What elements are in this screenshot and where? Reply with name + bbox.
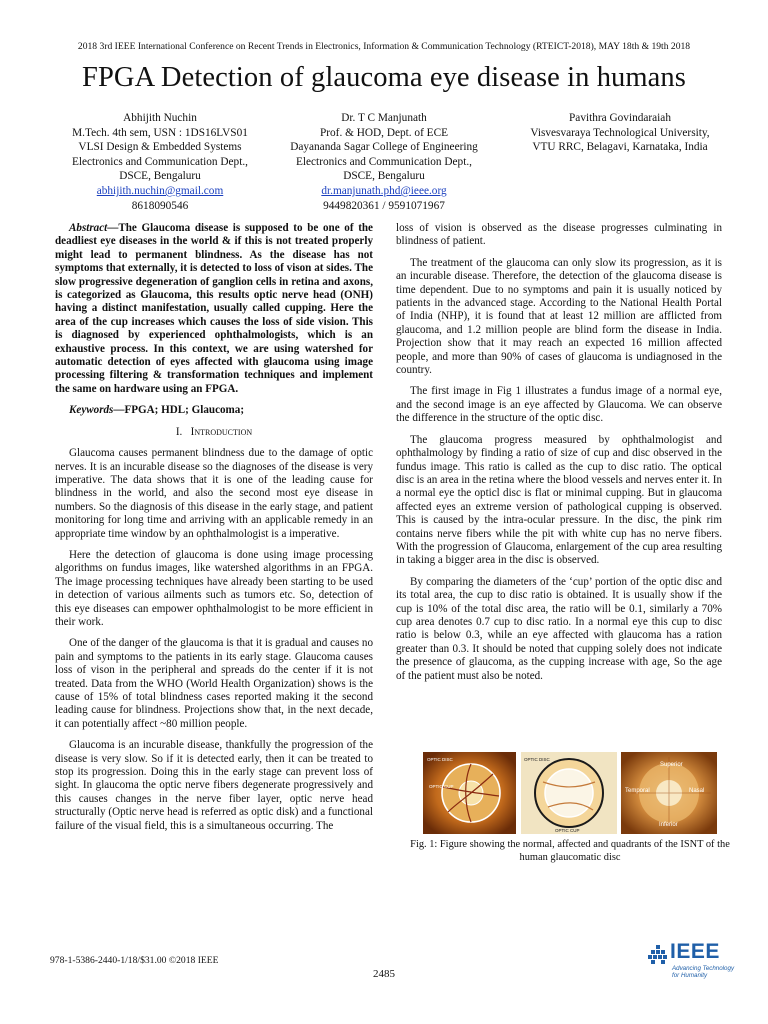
keywords bbox=[55, 404, 373, 417]
author-block-1 bbox=[44, 111, 276, 213]
figure-fundus-images bbox=[423, 752, 717, 834]
author-line: Prof. & HOD, Dept. of ECE bbox=[319, 126, 449, 139]
ieee-logo-word: IEEE bbox=[670, 940, 720, 963]
author-name: Dr. T C Manjunath bbox=[341, 112, 427, 124]
figure-caption: Fig. 1: Figure showing the normal, affected and quadrants of the ISNT of the human glaucomatic disc bbox=[410, 839, 730, 863]
copyright-line: 978-1-5386-2440-1/18/$31.00 ©2018 IEEE bbox=[50, 955, 219, 966]
ieee-diamond-icon bbox=[648, 945, 668, 965]
paragraph: Glaucoma causes permanent blindness due to the damage of optic nerves. It is an incurable disease so the diagnoses of the disease is very imperative. The data shows that it is one of the leading cause for blindness in the world, and also the second most eye disease in numbers. So the diagnosis of this disease in the early stage, and patient monitoring for long time and arriving with an applicable remedy in an appropriate time window by an ophthalmologist is a imperative. bbox=[55, 447, 373, 540]
author-line: Electronics and Communication Dept., bbox=[295, 155, 472, 168]
label-optic-disc: OPTIC DISC bbox=[524, 757, 550, 762]
author-line: Dayananda Sagar College of Engineering bbox=[290, 141, 478, 154]
paragraph: By comparing the diameters of the ‘cup’ portion of the optic disc and its total area, the cup to disc ratio is obtained. It is usually show if the cup is 10% of the total disc area, the ratio will be 0.1, similarly a 70% cup area denotes 0.7 cup to disc ratio. In a normal eye this cup to disc ratio is below 0.3, while an eye affected with glaucoma has a ration greater than 0.3. It should be noted that cupping solely does not indicate the presence of glaucoma, as the cupping increase with age, So the age of the patient must also be noted. bbox=[396, 575, 722, 682]
keywords-text: —FPGA; HDL; Glaucoma; bbox=[113, 404, 245, 417]
author-name: Pavithra Govindaraiah bbox=[569, 112, 671, 124]
label-inferior: Inferior bbox=[659, 822, 678, 828]
paragraph: loss of vision is observed as the disease progresses culminating in blindness of patient. bbox=[396, 222, 722, 248]
ieee-logo bbox=[648, 940, 738, 987]
label-optic-cup: OPTIC CUP bbox=[429, 784, 454, 789]
fundus-normal-image bbox=[423, 752, 516, 834]
author-line: DSCE, Bengaluru bbox=[343, 170, 425, 183]
left-column bbox=[55, 222, 373, 841]
author-line: DSCE, Bengaluru bbox=[119, 170, 201, 183]
paragraph: The first image in Fig 1 illustrates a fundus image of a normal eye, and the second image is an eye affected by Glaucoma. We can observe the difference in the structure of the optic disc. bbox=[396, 385, 722, 425]
label-optic-disc: OPTIC DISC bbox=[427, 757, 453, 762]
ieee-logo-tagline: Advancing Technology for Humanity bbox=[672, 965, 735, 979]
abstract-lead: Abstract bbox=[69, 222, 108, 234]
author-name: Abhijith Nuchin bbox=[123, 112, 197, 124]
right-column bbox=[396, 222, 722, 691]
author-phone: 8618090546 bbox=[131, 199, 189, 212]
paragraph: Glaucoma is an incurable disease, thankfully the progression of the disease is very slow. So if it is detected early, then it can be treated to stop its progression. Doing this in the early stage can prevent loss of sight. In glaucoma the optic nerve fibers degenerate progressively and this causes changes in the nerve fiber layer, optic nerve head structurally (Optic nerve head is referred as optic disk) and a functional failure of the visual field, this is a simultaneous occurring. The bbox=[55, 739, 373, 832]
paragraph: One of the danger of the glaucoma is that it is gradual and causes no pain and symptoms to the patients in its early stage. Glaucoma causes loss of vison in the peripheral and spreads do the center if it is not treated. Data from the WHO (World Health Organization) shows is the cause of 15% of total blindness cases reported making it the second leading cause for blindness. Projections show that, in the next decade, it can potentially affect ~80 million people. bbox=[55, 637, 373, 730]
author-email-link[interactable]: abhijith.nuchin@gmail.com bbox=[96, 184, 224, 197]
author-phone: 9449820361 / 9591071967 bbox=[323, 199, 445, 212]
conference-header: 2018 3rd IEEE International Conference on Recent Trends in Electronics, Information & Communication Technology (RTEICT-2018), MAY 18th & 19th 2018 bbox=[77, 41, 691, 52]
author-block-3 bbox=[500, 111, 740, 155]
paper-title: FPGA Detection of glaucoma eye disease in humans bbox=[82, 62, 686, 93]
keywords-lead: Keywords bbox=[69, 404, 114, 417]
author-line: Electronics and Communication Dept., bbox=[71, 155, 248, 168]
abstract bbox=[55, 222, 373, 396]
paragraph: The glaucoma progress measured by ophthalmologist and ophthalmology by finding a ratio of size of cup and disc observed in the fundus image. This ratio is called as the cup to disc ratio. The optical disc is an area in the retina where the blood vessels and nerves enter it. In a normal eye the opticl disc is flat or minimal cupping. But in glaucoma affected eyes an extreme version of pathological cupping is observed. This is caused by the intra-ocular pressure. In the disc, the pink rim contains nerve fibers while the pit with white cup has no nerve fibers. With the progression of Glaucoma, enlargement of the cup area resulting in taking a bigger area in the disc is observed. bbox=[396, 433, 722, 567]
author-email-link[interactable]: dr.manjunath.phd@ieee.org bbox=[321, 184, 447, 197]
label-superior: Superior bbox=[660, 762, 683, 768]
author-line: Visvesvaraya Technological University, bbox=[530, 126, 710, 139]
section-title: Introduction bbox=[190, 425, 253, 438]
author-block-2 bbox=[268, 111, 500, 213]
page-number: 2485 bbox=[373, 968, 395, 980]
author-line: M.Tech. 4th sem, USN : 1DS16LVS01 bbox=[72, 126, 248, 139]
section-heading: I. Introduction bbox=[175, 425, 253, 438]
paragraph: The treatment of the glaucoma can only slow its progression, as it is an incurable disease. Therefore, the detection of the glaucoma disease is time dependent. Due to no symptoms and pain it is usually noticed by patients in the advanced stage. According to the National Health Portal of India (NHP), it is found that at least 12 million are afflicted from glaucoma, and 1.2 million people are blind form the disease in India. Projection show that it may reach an expected 16 million affected people, and more than 90% of cases of glaucoma is undiagnosed in the country. bbox=[396, 256, 722, 377]
fundus-affected-image bbox=[521, 752, 617, 834]
author-line: VLSI Design & Embedded Systems bbox=[78, 141, 242, 154]
paragraph: Here the detection of glaucoma is done using image processing algorithms on fundus images, like watershed algorithms in an FPGA. The image processing techniques have already been starting to be used in detection of various ailments such as tumors etc. So, detection of this eye diseases can empower ophthalmologist to be more efficient in their work. bbox=[55, 548, 373, 628]
abstract-text: —The Glaucoma disease is supposed to be one of the deadliest eye diseases in the world & if this is not treated properly might lead to permanent blindness. As the disease has not symptoms that externally, it is detected to loss of vison at sides. The slow progressive degeneration of ganglion cells in retina and axons, is categorized as Glaucoma, this results optic nerve head (ONH) having a distinct manifestation, usually called cupping. Here the area of the cup increases which causes the loss of side vision. This is diagnosed by experienced ophthalmologists, which is an exhaustive process. In this context, we are using watershed for automatic detection of eyes affected with glaucoma using image processing filtering & transformation techniques and implement the same on hardware using an FPGA. bbox=[55, 222, 373, 395]
label-nasal: Nasal bbox=[689, 788, 705, 794]
fundus-isnt-quadrants-image bbox=[621, 752, 717, 834]
author-line: VTU RRC, Belagavi, Karnataka, India bbox=[532, 141, 708, 154]
label-optic-cup: OPTIC CUP bbox=[555, 828, 580, 833]
label-temporal: Temporal bbox=[625, 788, 650, 794]
